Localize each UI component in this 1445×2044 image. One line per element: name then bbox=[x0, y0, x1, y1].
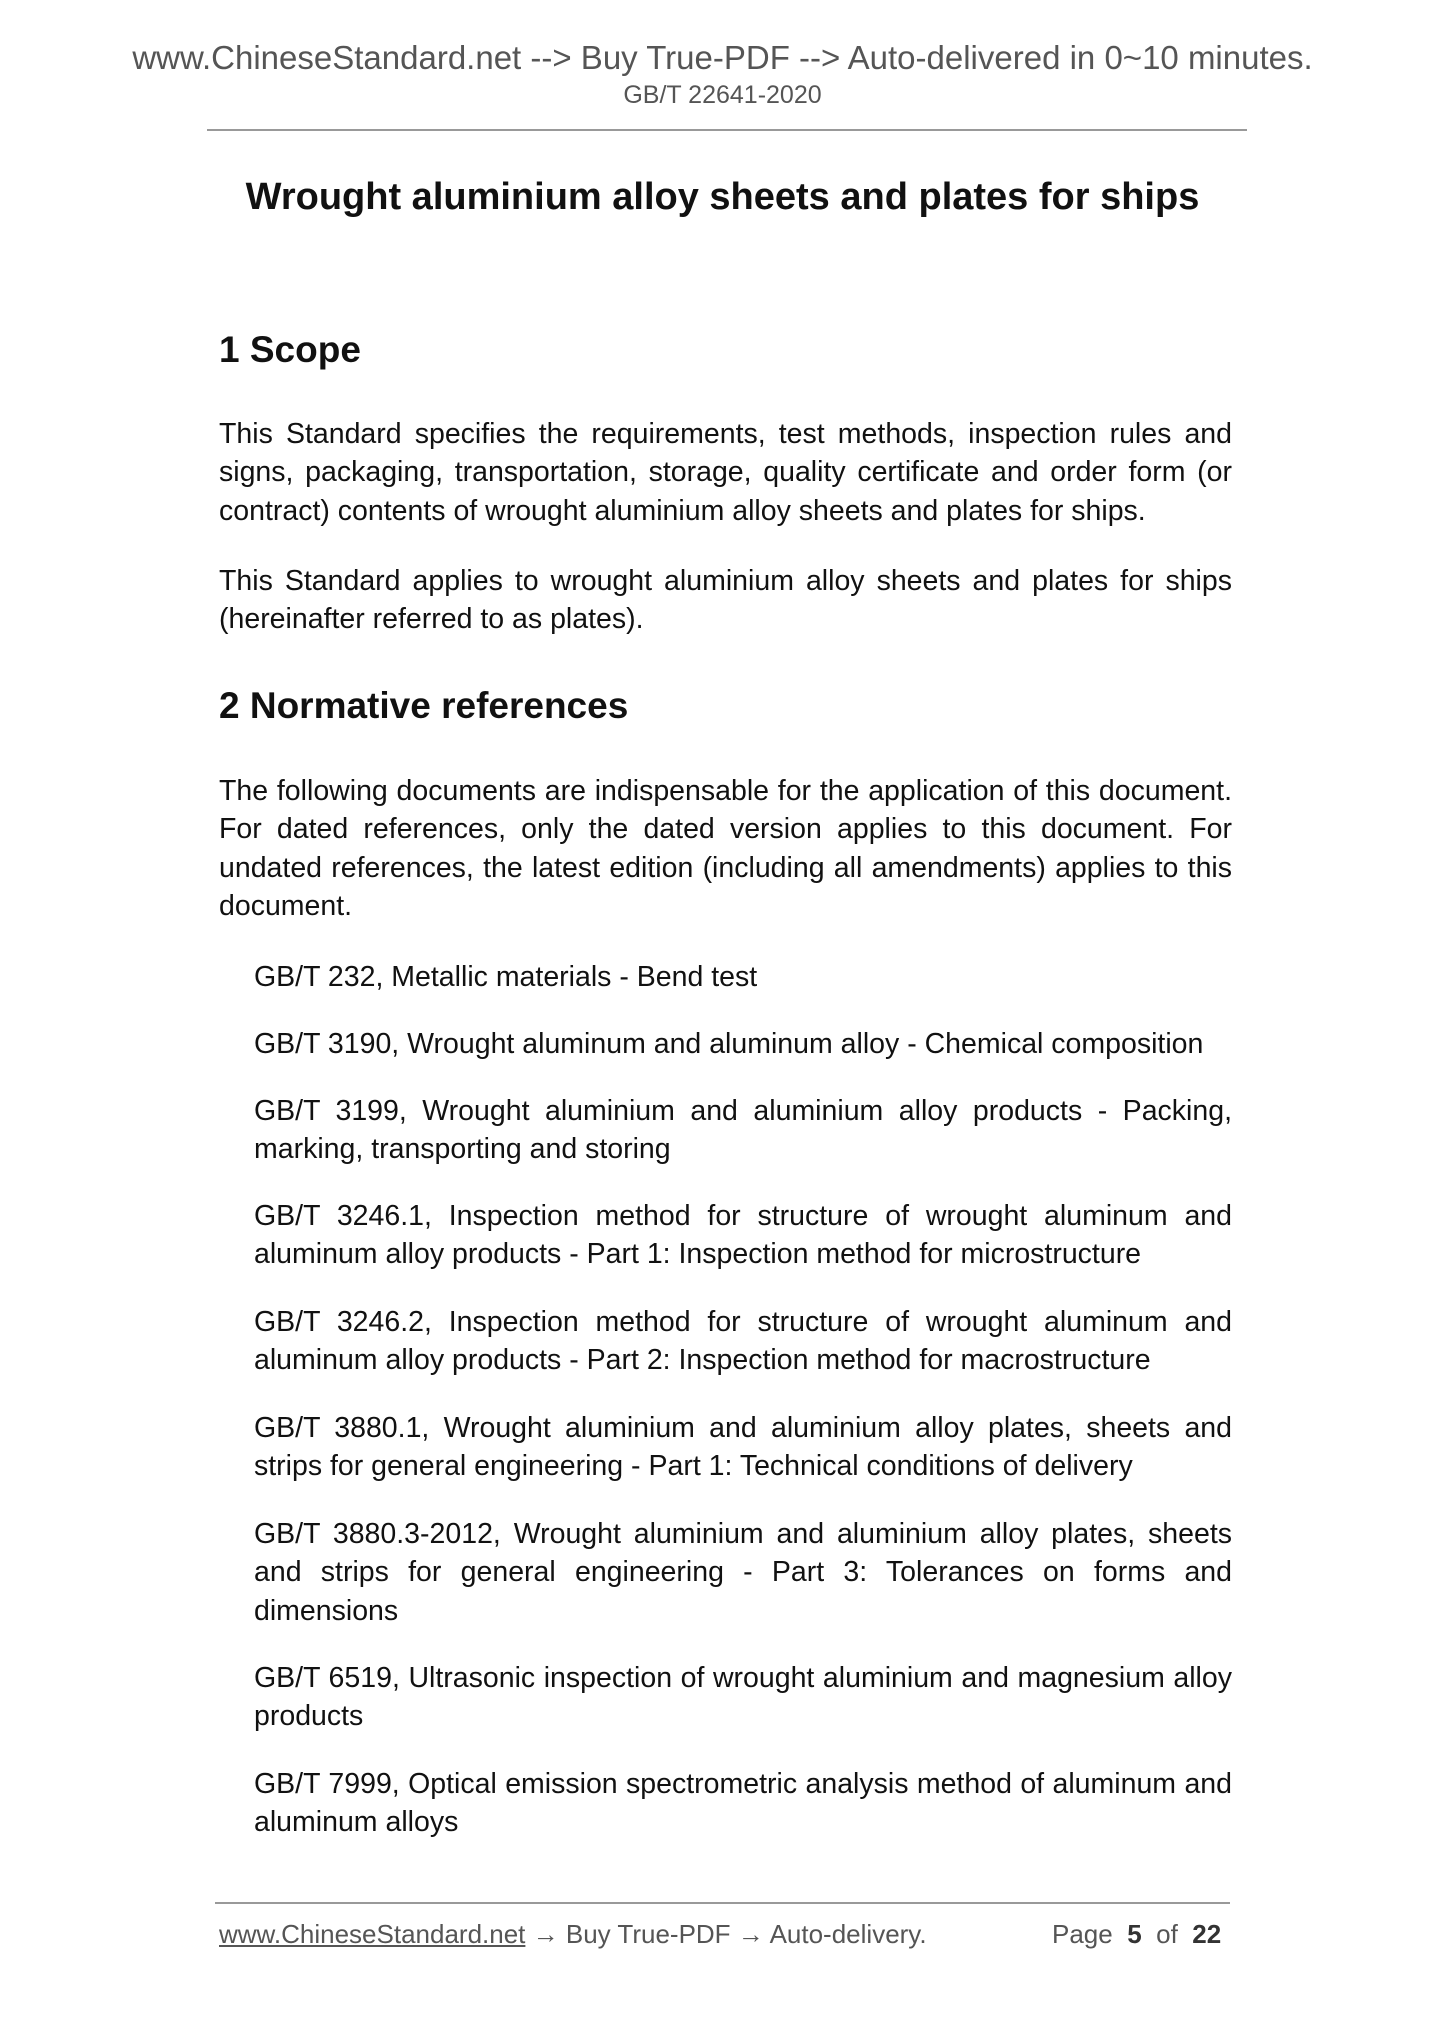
header-banner: www.ChineseStandard.net --> Buy True-PDF --> Auto-delivered in 0~10 minutes. bbox=[132, 39, 1313, 76]
reference-item: GB/T 6519, Ultrasonic inspection of wrought aluminium and magnesium alloy products bbox=[254, 1662, 1232, 1733]
section-heading-normative-references: 2 Normative references bbox=[219, 685, 629, 726]
of-label: of bbox=[1156, 1919, 1178, 1949]
page-total: 22 bbox=[1192, 1919, 1222, 1949]
reference-item: GB/T 3190, Wrought aluminum and aluminum alloy - Chemical composition bbox=[254, 1028, 1204, 1060]
reference-item: GB/T 232, Metallic materials - Bend test bbox=[254, 961, 758, 993]
reference-item: GB/T 3246.2, Inspection method for structure of wrought aluminum and aluminum alloy products - Part 2: Inspection method for macrostructure bbox=[254, 1306, 1232, 1377]
reference-item: GB/T 3199, Wrought aluminium and aluminium alloy products - Packing, marking, transporting and storing bbox=[254, 1095, 1232, 1166]
reference-item: GB/T 3880.1, Wrought aluminium and aluminium alloy plates, sheets and strips for general engineering - Part 1: Technical conditions of delivery bbox=[254, 1412, 1232, 1483]
scope-paragraph: This Standard applies to wrought aluminium alloy sheets and plates for ships (hereinafter referred to as plates). bbox=[219, 565, 1232, 636]
reference-item: GB/T 3246.1, Inspection method for structure of wrought aluminum and aluminum alloy products - Part 1: Inspection method for microstructure bbox=[254, 1200, 1232, 1271]
standard-code: GB/T 22641-2020 bbox=[623, 81, 822, 109]
header-divider bbox=[207, 129, 1247, 131]
footer-left bbox=[219, 1918, 927, 1950]
page-label: Page bbox=[1052, 1919, 1113, 1949]
document-title: Wrought aluminium alloy sheets and plates for ships bbox=[245, 176, 1200, 218]
section-heading-scope: 1 Scope bbox=[219, 329, 361, 370]
page-number: 5 bbox=[1127, 1919, 1142, 1949]
footer-divider bbox=[215, 1902, 1230, 1904]
references-intro-paragraph: The following documents are indispensable for the application of this document. For dated references, only the dated version applies to this document. For undated references, the latest edition (including all amendments) applies to this document. bbox=[219, 775, 1232, 922]
reference-item: GB/T 3880.3-2012, Wrought aluminium and aluminium alloy plates, sheets and strips for general engineering - Part 3: Tolerances on forms and dimensions bbox=[254, 1518, 1232, 1627]
page-indicator bbox=[1052, 1918, 1221, 1950]
scope-paragraph: This Standard specifies the requirements, test methods, inspection rules and signs, packaging, transportation, storage, quality certificate and order form (or contract) contents of wrought aluminium alloy sheets and plates for ships. bbox=[219, 418, 1232, 527]
reference-item: GB/T 7999, Optical emission spectrometric analysis method of aluminum and aluminum alloys bbox=[254, 1768, 1232, 1839]
footer-tagline: → Buy True-PDF → Auto-delivery. bbox=[525, 1919, 927, 1949]
footer-site-link[interactable]: www.ChineseStandard.net bbox=[219, 1919, 526, 1949]
